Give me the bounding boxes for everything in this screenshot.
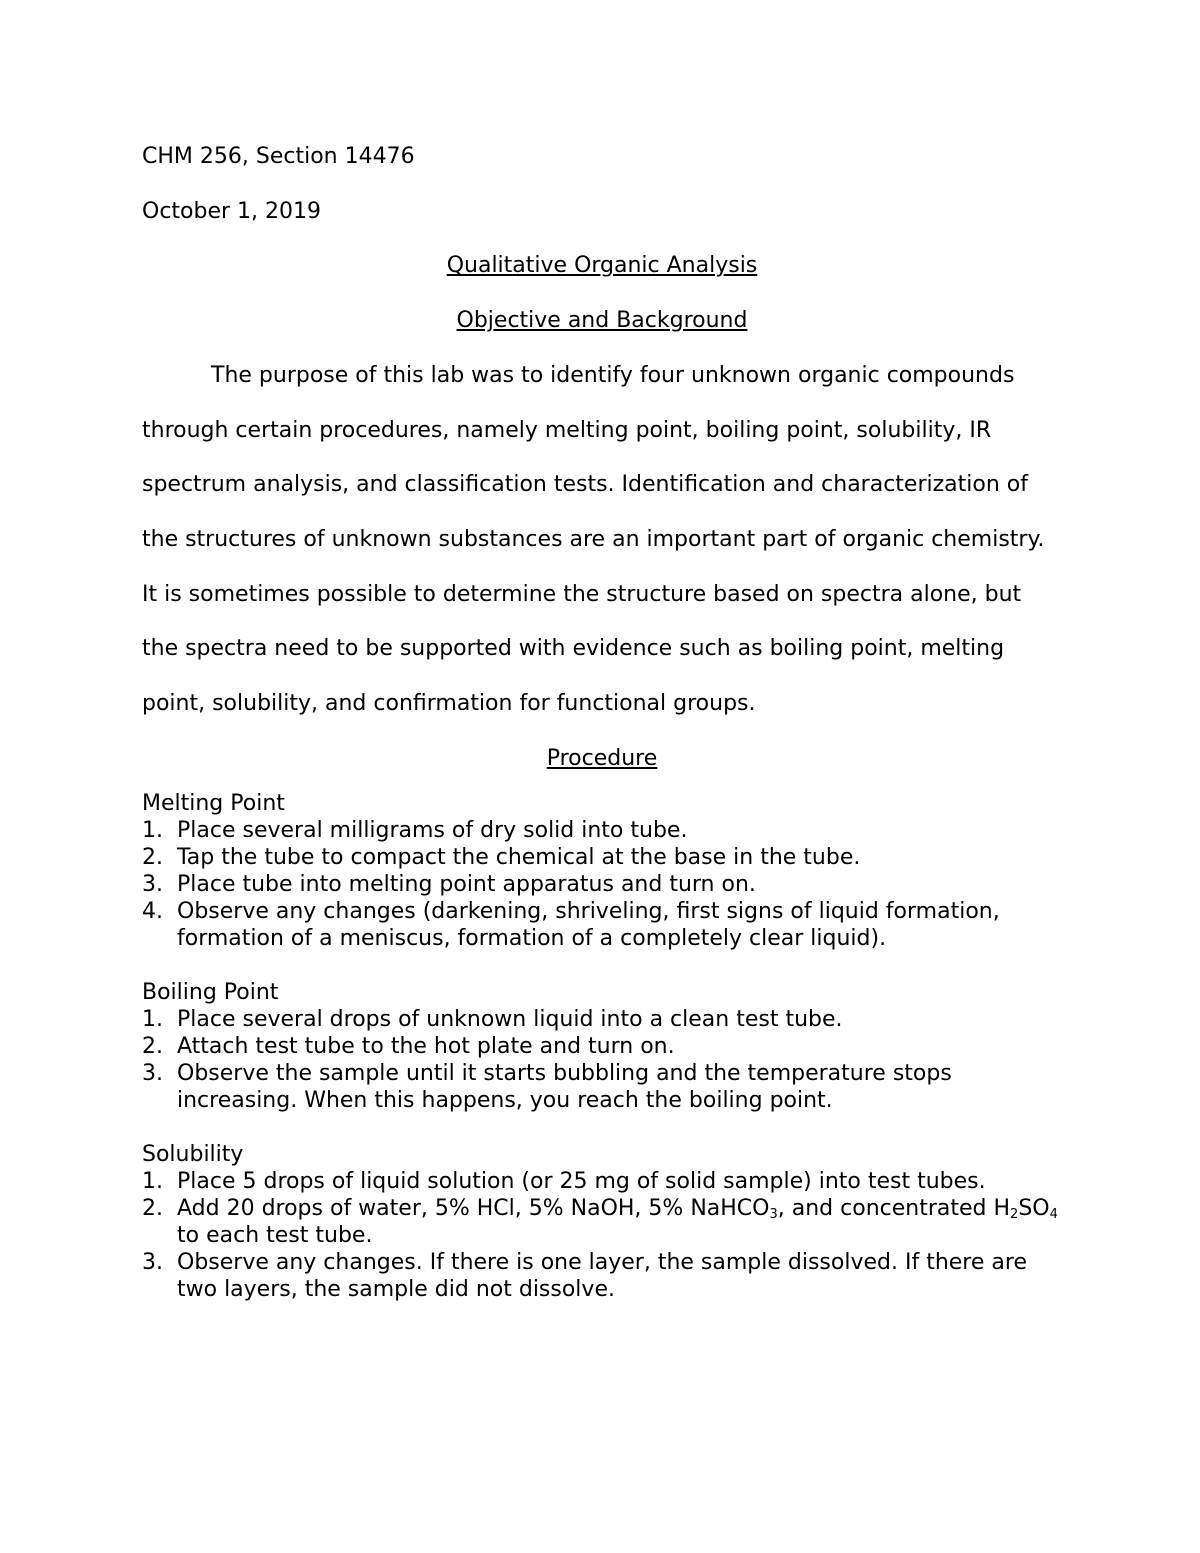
- objective-paragraph: The purpose of this lab was to identify four unknown organic compounds through certain procedures, namely melting point, boiling point, solubility, IR spectrum analysis, and classification tests. Identification and characterization of the structures of unknown substances are an important part of organic chemistry. It is sometimes possible to determine the structure based on spectra alone, but the spectra need to be supported with evidence such as boiling point, melting point, solubility, and confirmation for functional groups.: [142, 362, 1045, 717]
- step-number: 3.: [142, 1061, 163, 1087]
- step-text: Place several milligrams of dry solid into tube.: [177, 818, 688, 844]
- boiling-point-title: Boiling Point: [142, 980, 279, 1006]
- list-item: [142, 898, 1062, 952]
- melting-point-title: Melting Point: [142, 791, 285, 817]
- list-item: [142, 1249, 1062, 1303]
- list-item: [142, 871, 1062, 898]
- solubility-steps: [142, 1168, 1062, 1303]
- melting-point-steps: [142, 817, 1062, 952]
- list-item: [142, 844, 1062, 871]
- boiling-point-steps: [142, 1006, 1062, 1114]
- step-number: 2.: [142, 1034, 163, 1060]
- list-item: [142, 1060, 1062, 1114]
- solubility-section: [142, 1141, 1062, 1303]
- reagent-text-d: to each test tube.: [177, 1223, 373, 1249]
- melting-point-section: [142, 790, 1062, 952]
- subscript-2: 2: [1010, 1207, 1019, 1223]
- reagent-text-c: SO: [1018, 1196, 1050, 1222]
- reagent-text-b: , and concentrated H: [777, 1196, 1011, 1222]
- step-number: 1.: [142, 1169, 163, 1195]
- step-number: 3.: [142, 872, 163, 898]
- step-text: Tap the tube to compact the chemical at the base in the tube.: [177, 845, 861, 871]
- step-text: Observe any changes (darkening, shriveling, first signs of liquid formation, formation of a meniscus, formation of a completely clear liquid).: [177, 899, 1000, 952]
- step-number: 2.: [142, 1196, 163, 1222]
- document-body: [142, 130, 1062, 1303]
- step-number: 3.: [142, 1250, 163, 1276]
- list-item: [142, 1006, 1062, 1033]
- step-text: Place tube into melting point apparatus and turn on.: [177, 872, 756, 898]
- step-text: Observe any changes. If there is one layer, the sample dissolved. If there are two layers, the sample did not dissolve.: [177, 1250, 1027, 1303]
- list-item: [142, 1033, 1062, 1060]
- subscript-4: 4: [1049, 1207, 1058, 1223]
- step-text: [177, 1196, 1058, 1248]
- solubility-title: Solubility: [142, 1142, 244, 1168]
- reagent-text-a: Add 20 drops of water, 5% HCl, 5% NaOH, 5% NaHCO: [177, 1196, 770, 1222]
- step-text: Attach test tube to the hot plate and turn on.: [177, 1034, 675, 1060]
- procedure-heading: Procedure: [546, 745, 658, 771]
- document-title: Qualitative Organic Analysis: [446, 253, 758, 279]
- step-number: 2.: [142, 845, 163, 871]
- boiling-point-section: [142, 979, 1062, 1114]
- course-line: CHM 256, Section 14476: [142, 144, 415, 169]
- step-number: 1.: [142, 818, 163, 844]
- step-text: Place several drops of unknown liquid into a clean test tube.: [177, 1007, 843, 1033]
- list-item: [142, 1168, 1062, 1195]
- subscript-3: 3: [769, 1207, 778, 1223]
- objective-heading: Objective and Background: [456, 308, 748, 334]
- step-text: Place 5 drops of liquid solution (or 25 mg of solid sample) into test tubes.: [177, 1169, 986, 1195]
- step-number: 4.: [142, 899, 163, 925]
- list-item: [142, 1195, 1062, 1249]
- step-text: Observe the sample until it starts bubbling and the temperature stops increasing. When this happens, you reach the boiling point.: [177, 1061, 952, 1114]
- list-item: [142, 817, 1062, 844]
- step-number: 1.: [142, 1007, 163, 1033]
- date-line: October 1, 2019: [142, 198, 322, 224]
